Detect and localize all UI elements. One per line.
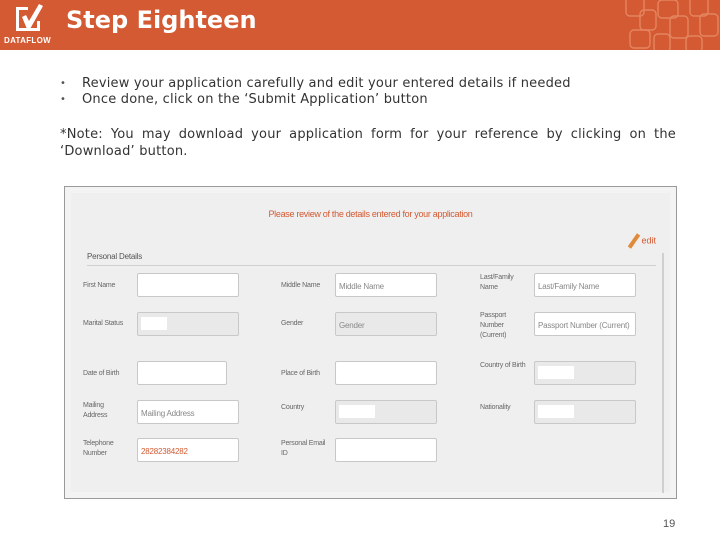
pencil-icon	[628, 233, 640, 248]
nationality-label: Nationality	[480, 404, 511, 411]
country-label: Country	[281, 404, 305, 411]
personal-email-label: Personal Email ID	[281, 440, 326, 457]
telephone-number-field[interactable]: 28282384282	[137, 438, 239, 462]
country-of-birth-field[interactable]	[534, 361, 636, 385]
edit-link[interactable]	[632, 233, 656, 249]
date-of-birth-label: Date of Birth	[83, 370, 120, 377]
section-title-personal-details: Personal Details	[87, 252, 143, 261]
last-name-label: Last/Family Name	[480, 274, 514, 291]
selected-value-box	[141, 317, 167, 330]
gender-label: Gender	[281, 320, 304, 327]
page-title: Step Eighteen	[66, 6, 257, 34]
instruction-item: • Once done, click on the ‘Submit Application’ button	[60, 92, 428, 107]
instruction-item: • Review your application carefully and edit your entered details if needed	[60, 76, 571, 91]
first-name-field[interactable]	[137, 273, 239, 297]
place-of-birth-field[interactable]	[335, 361, 437, 385]
country-field[interactable]	[335, 400, 437, 424]
selected-value-box	[538, 366, 574, 379]
place-of-birth-label: Place of Birth	[281, 370, 320, 377]
logo-text: DATAFLOW	[4, 36, 51, 45]
section-divider	[87, 265, 656, 266]
review-message: Please review of the details entered for your application	[268, 209, 473, 219]
dataflow-logo-icon	[14, 3, 44, 33]
application-review-form	[64, 186, 677, 499]
middle-name-field[interactable]: Middle Name	[335, 273, 437, 297]
mailing-address-field[interactable]: Mailing Address	[137, 400, 239, 424]
mailing-address-label: Mailing Address	[83, 402, 108, 419]
instruction-text: Once done, click on the ‘Submit Application’ button	[82, 92, 428, 107]
gender-field[interactable]: Gender	[335, 312, 437, 336]
header-bar	[0, 0, 720, 50]
instruction-list	[58, 76, 571, 108]
marital-status-label: Marital Status	[83, 320, 123, 327]
last-name-field[interactable]: Last/Family Name	[534, 273, 636, 297]
country-of-birth-label: Country of Birth	[480, 362, 526, 369]
page-number: 19	[663, 518, 676, 530]
telephone-number-label: Telephone Number	[83, 440, 114, 457]
selected-value-box	[538, 405, 574, 418]
edit-label: edit	[641, 235, 656, 246]
nationality-field[interactable]	[534, 400, 636, 424]
passport-number-label: Passport Number (Current)	[480, 312, 507, 339]
download-note: *Note: You may download your application form for your reference by clicking on the ‘Download’ button.	[60, 127, 676, 159]
scrollbar[interactable]	[662, 253, 664, 493]
personal-email-field[interactable]	[335, 438, 437, 462]
decorative-pattern-icon	[620, 0, 720, 50]
first-name-label: First Name	[83, 282, 116, 289]
selected-value-box	[339, 405, 375, 418]
date-of-birth-field[interactable]	[137, 361, 227, 385]
passport-number-field[interactable]: Passport Number (Current)	[534, 312, 636, 336]
form-panel	[71, 193, 670, 492]
marital-status-field[interactable]	[137, 312, 239, 336]
middle-name-label: Middle Name	[281, 282, 321, 289]
instruction-text: Review your application carefully and edit your entered details if needed	[82, 76, 571, 91]
